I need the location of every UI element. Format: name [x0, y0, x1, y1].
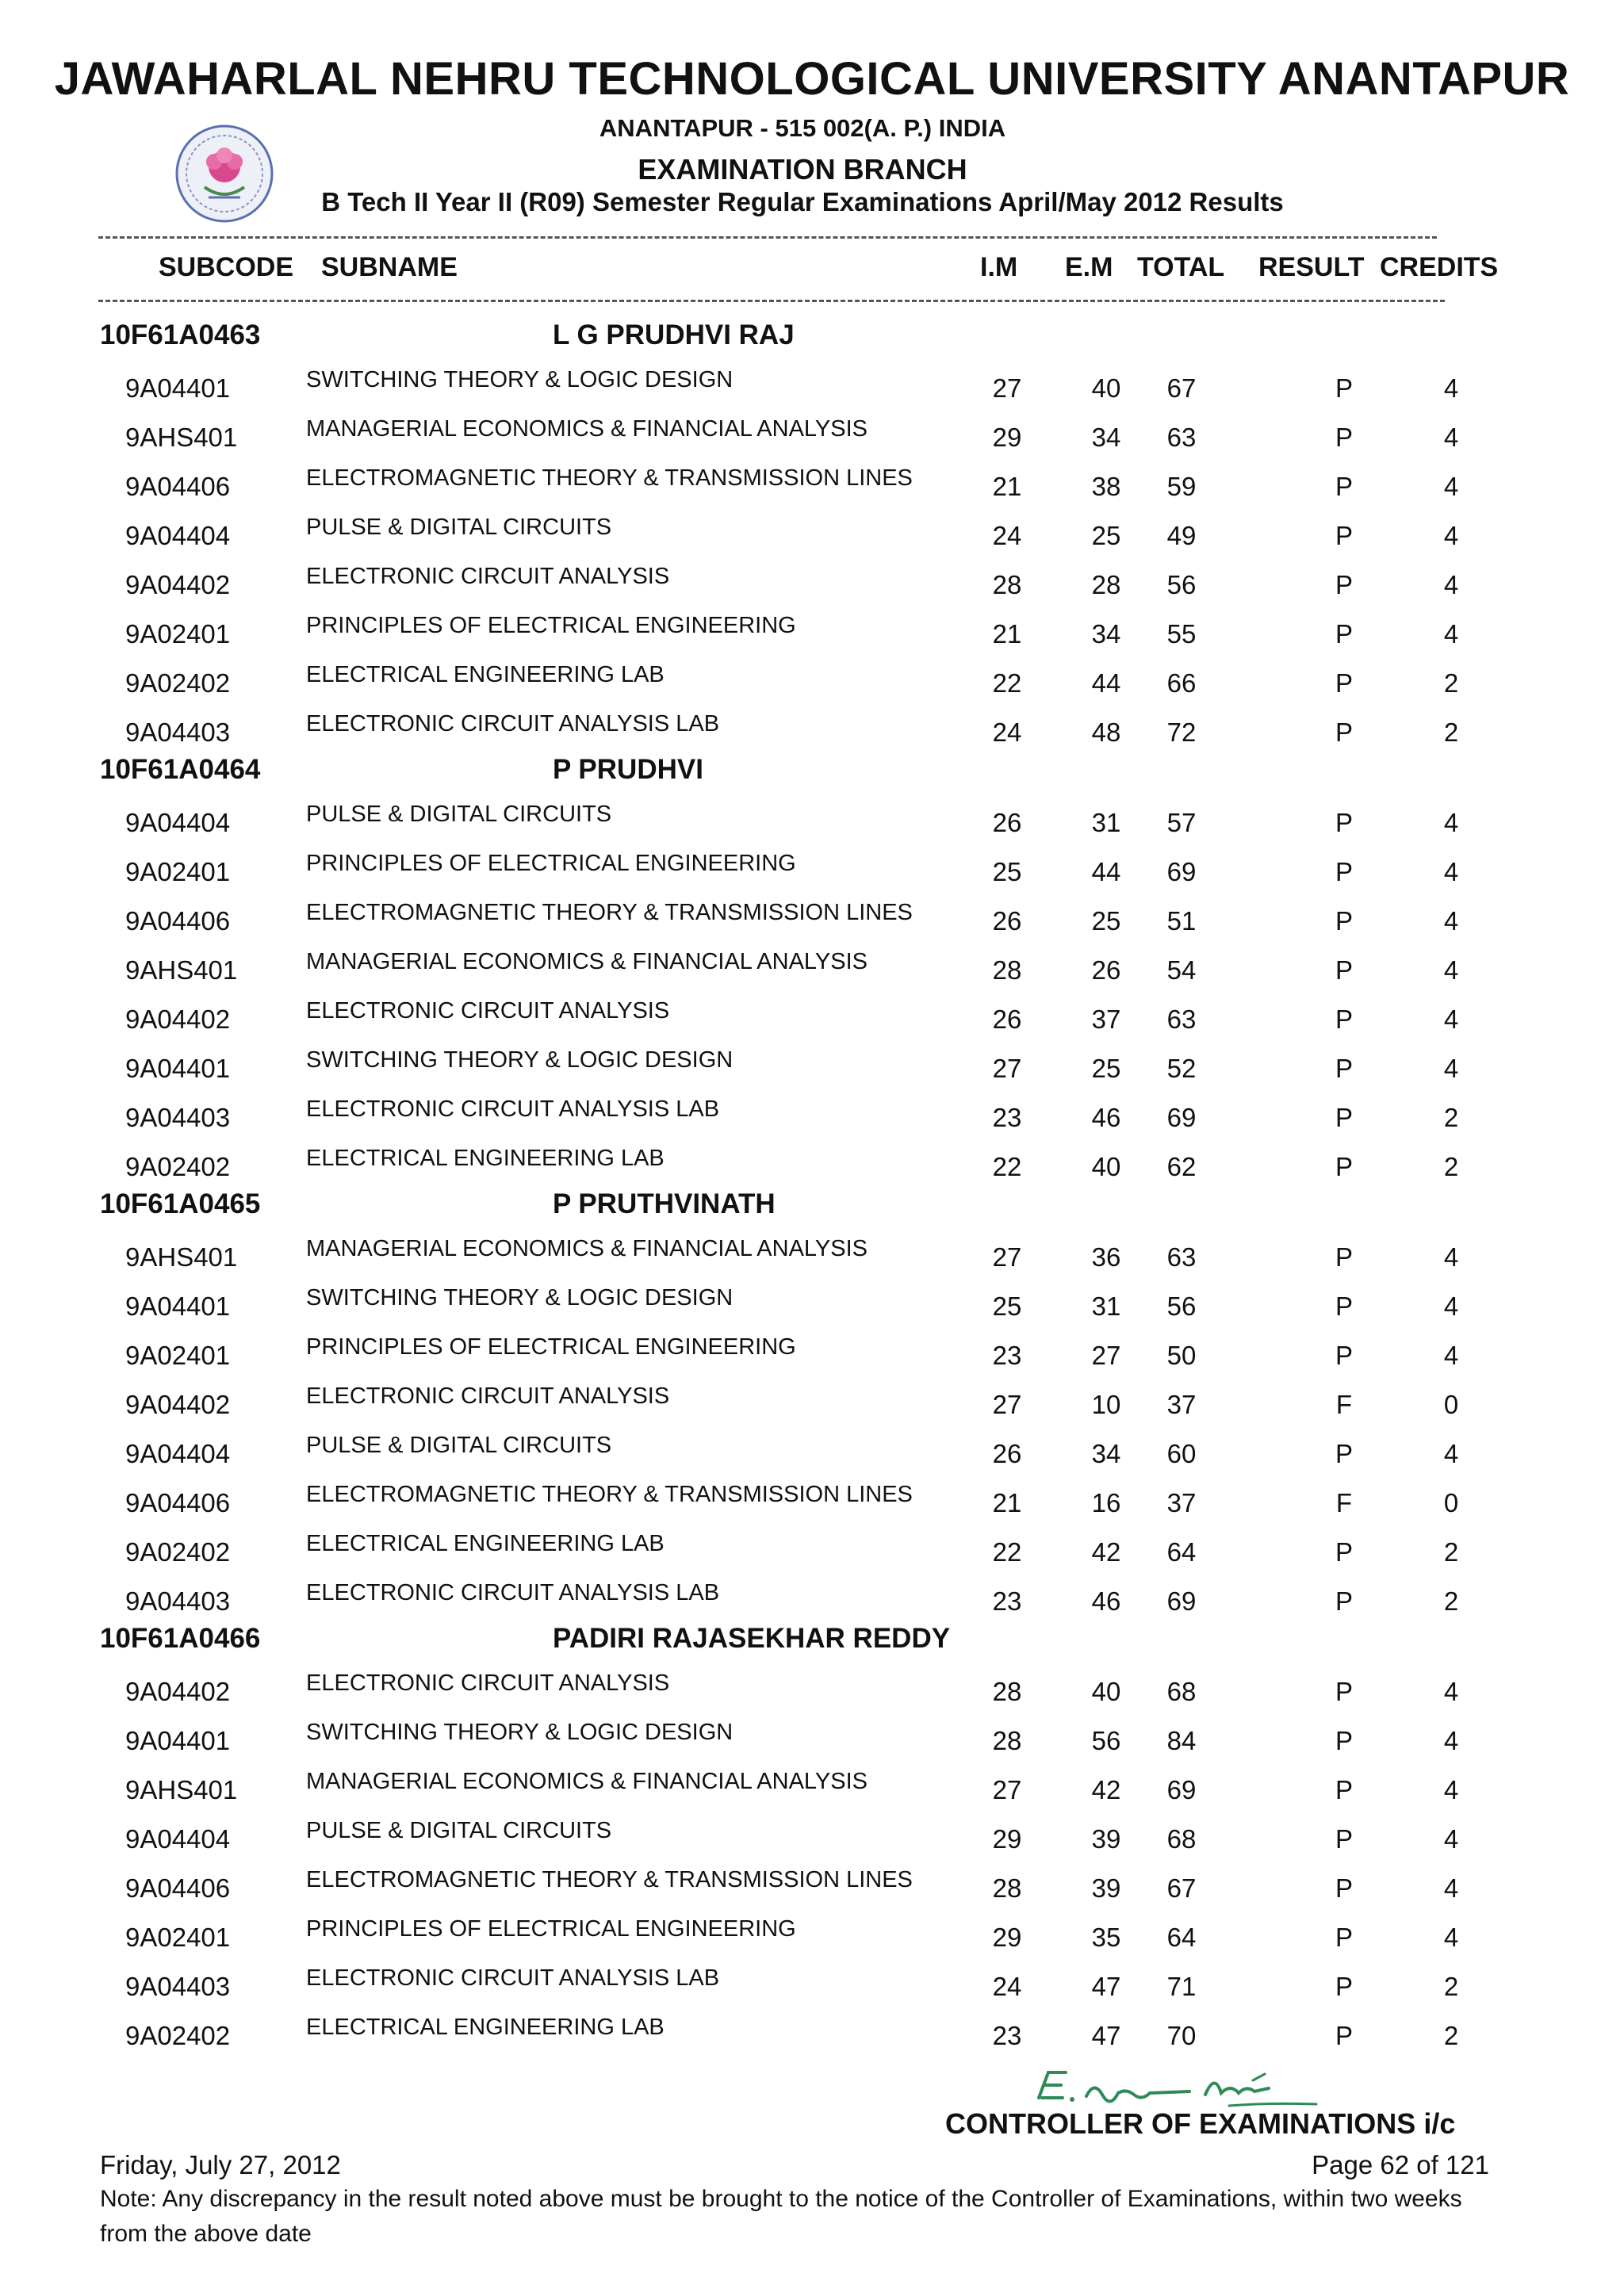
subject-name: PRINCIPLES OF ELECTRICAL ENGINEERING — [306, 1334, 796, 1360]
internal-marks: 29 — [992, 423, 1022, 452]
internal-marks: 26 — [992, 808, 1022, 837]
result-status: P — [1335, 1824, 1353, 1854]
result-status: P — [1335, 857, 1353, 886]
internal-marks: 22 — [992, 1537, 1022, 1567]
student-roll-number: 10F61A0463 — [100, 320, 261, 350]
external-marks: 46 — [1091, 1586, 1121, 1616]
external-marks: 34 — [1091, 423, 1121, 452]
external-marks: 36 — [1091, 1242, 1121, 1272]
external-marks: 34 — [1091, 1439, 1121, 1468]
subject-name: ELECTRONIC CIRCUIT ANALYSIS LAB — [306, 711, 720, 737]
subject-code: 9A04401 — [125, 373, 231, 403]
subject-code: 9A04403 — [125, 1972, 231, 2001]
total-marks: 54 — [1166, 955, 1197, 985]
subject-code: 9A04403 — [125, 718, 231, 747]
subject-code: 9A04406 — [125, 906, 231, 936]
header-top-divider — [98, 236, 1437, 239]
result-status: P — [1335, 906, 1353, 936]
credits: 2 — [1443, 2021, 1459, 2050]
total-marks: 60 — [1166, 1439, 1197, 1468]
total-marks: 72 — [1166, 718, 1197, 747]
subject-name: ELECTROMAGNETIC THEORY & TRANSMISSION LINES — [306, 465, 913, 491]
result-status: P — [1335, 1586, 1353, 1616]
internal-marks: 24 — [992, 718, 1022, 747]
external-marks: 44 — [1091, 668, 1121, 698]
internal-marks: 29 — [992, 1824, 1022, 1854]
credits: 4 — [1443, 1824, 1459, 1854]
result-status: P — [1335, 1341, 1353, 1370]
external-marks: 25 — [1091, 1054, 1121, 1083]
result-status: P — [1335, 1873, 1353, 1903]
credits: 4 — [1443, 1292, 1459, 1321]
subject-code: 9A02402 — [125, 1152, 231, 1181]
external-marks: 10 — [1091, 1390, 1121, 1419]
external-marks: 40 — [1091, 1152, 1121, 1181]
result-status: F — [1335, 1488, 1353, 1517]
credits: 4 — [1443, 955, 1459, 985]
subject-code: 9A02402 — [125, 668, 231, 698]
subject-code: 9A04402 — [125, 570, 231, 599]
total-marks: 68 — [1166, 1677, 1197, 1706]
credits: 4 — [1443, 570, 1459, 599]
subject-code: 9A04402 — [125, 1004, 231, 1034]
internal-marks: 26 — [992, 1439, 1022, 1468]
credits: 4 — [1443, 1873, 1459, 1903]
credits: 4 — [1443, 857, 1459, 886]
internal-marks: 25 — [992, 1292, 1022, 1321]
subject-code: 9A04402 — [125, 1390, 231, 1419]
total-marks: 63 — [1166, 423, 1197, 452]
credits: 4 — [1443, 1439, 1459, 1468]
result-status: P — [1335, 1537, 1353, 1567]
credits: 2 — [1443, 1152, 1459, 1181]
internal-marks: 28 — [992, 1873, 1022, 1903]
total-marks: 56 — [1166, 570, 1197, 599]
internal-marks: 23 — [992, 1341, 1022, 1370]
subject-code: 9A04406 — [125, 472, 231, 501]
result-status: P — [1335, 1292, 1353, 1321]
credits: 4 — [1443, 1004, 1459, 1034]
university-address: ANANTAPUR - 515 002(A. P.) INDIA — [599, 114, 1006, 142]
subject-name: MANAGERIAL ECONOMICS & FINANCIAL ANALYSIS — [306, 1769, 868, 1794]
internal-marks: 23 — [992, 1586, 1022, 1616]
external-marks: 39 — [1091, 1873, 1121, 1903]
subject-name: ELECTROMAGNETIC THEORY & TRANSMISSION LINES — [306, 1482, 913, 1507]
internal-marks: 21 — [992, 1488, 1022, 1517]
credits: 4 — [1443, 1677, 1459, 1706]
subject-name: ELECTROMAGNETIC THEORY & TRANSMISSION LINES — [306, 1867, 913, 1892]
subject-code: 9A04402 — [125, 1677, 231, 1706]
credits: 4 — [1443, 1775, 1459, 1804]
total-marks: 56 — [1166, 1292, 1197, 1321]
total-marks: 70 — [1166, 2021, 1197, 2050]
external-marks: 44 — [1091, 857, 1121, 886]
credits: 0 — [1443, 1390, 1459, 1419]
result-status: P — [1335, 1004, 1353, 1034]
subject-name: PRINCIPLES OF ELECTRICAL ENGINEERING — [306, 1916, 796, 1942]
internal-marks: 25 — [992, 857, 1022, 886]
subject-name: MANAGERIAL ECONOMICS & FINANCIAL ANALYSIS — [306, 949, 868, 974]
total-marks: 69 — [1166, 1103, 1197, 1132]
credits: 4 — [1443, 472, 1459, 501]
controller-title: CONTROLLER OF EXAMINATIONS i/c — [945, 2107, 1456, 2140]
total-marks: 55 — [1166, 619, 1197, 649]
external-marks: 40 — [1091, 373, 1121, 403]
column-header-credits: CREDITS — [1380, 252, 1499, 282]
subject-code: 9A02401 — [125, 1923, 231, 1952]
credits: 4 — [1443, 1242, 1459, 1272]
total-marks: 71 — [1166, 1972, 1197, 2001]
subject-name: PULSE & DIGITAL CIRCUITS — [306, 802, 612, 827]
result-status: P — [1335, 570, 1353, 599]
subject-code: 9A04404 — [125, 1439, 231, 1468]
total-marks: 67 — [1166, 373, 1197, 403]
result-status: P — [1335, 2021, 1353, 2050]
external-marks: 34 — [1091, 619, 1121, 649]
subject-name: ELECTRONIC CIRCUIT ANALYSIS LAB — [306, 1096, 720, 1122]
subject-code: 9A04401 — [125, 1292, 231, 1321]
external-marks: 25 — [1091, 906, 1121, 936]
subject-name: ELECTRONIC CIRCUIT ANALYSIS — [306, 998, 670, 1024]
external-marks: 31 — [1091, 808, 1121, 837]
credits: 2 — [1443, 668, 1459, 698]
subject-name: ELECTROMAGNETIC THEORY & TRANSMISSION LINES — [306, 900, 913, 925]
internal-marks: 21 — [992, 472, 1022, 501]
total-marks: 69 — [1166, 1586, 1197, 1616]
column-header-subname: SUBNAME — [321, 252, 458, 282]
discrepancy-note: Note: Any discrepancy in the result noted above must be brought to the notice of the Controller of Examinations, within two weeks from the above date — [100, 2186, 1462, 2247]
credits: 0 — [1443, 1488, 1459, 1517]
result-status: P — [1335, 1923, 1353, 1952]
internal-marks: 28 — [992, 1726, 1022, 1755]
internal-marks: 26 — [992, 906, 1022, 936]
subject-code: 9AHS401 — [125, 1775, 238, 1804]
credits: 2 — [1443, 1586, 1459, 1616]
subject-name: ELECTRICAL ENGINEERING LAB — [306, 1146, 665, 1171]
external-marks: 28 — [1091, 570, 1121, 599]
internal-marks: 27 — [992, 1242, 1022, 1272]
total-marks: 64 — [1166, 1923, 1197, 1952]
subject-name: PRINCIPLES OF ELECTRICAL ENGINEERING — [306, 851, 796, 876]
subject-name: PULSE & DIGITAL CIRCUITS — [306, 1818, 612, 1843]
result-status: P — [1335, 1054, 1353, 1083]
university-title: JAWAHARLAL NEHRU TECHNOLOGICAL UNIVERSITY ANANTAPUR — [54, 53, 1570, 105]
subject-code: 9A04406 — [125, 1488, 231, 1517]
subject-code: 9AHS401 — [125, 423, 238, 452]
subject-name: ELECTRONIC CIRCUIT ANALYSIS LAB — [306, 1965, 720, 1991]
student-name: L G PRUDHVI RAJ — [553, 320, 795, 350]
subject-code: 9A02401 — [125, 619, 231, 649]
subject-code: 9A04401 — [125, 1054, 231, 1083]
external-marks: 16 — [1091, 1488, 1121, 1517]
credits: 4 — [1443, 1923, 1459, 1952]
subject-name: ELECTRONIC CIRCUIT ANALYSIS LAB — [306, 1580, 720, 1605]
result-status: P — [1335, 955, 1353, 985]
external-marks: 47 — [1091, 1972, 1121, 2001]
result-date: Friday, July 27, 2012 — [100, 2150, 341, 2179]
internal-marks: 28 — [992, 570, 1022, 599]
internal-marks: 23 — [992, 2021, 1022, 2050]
internal-marks: 24 — [992, 521, 1022, 550]
student-roll-number: 10F61A0464 — [100, 754, 261, 785]
result-status: P — [1335, 1726, 1353, 1755]
external-marks: 27 — [1091, 1341, 1121, 1370]
external-marks: 35 — [1091, 1923, 1121, 1952]
subject-name: PULSE & DIGITAL CIRCUITS — [306, 1433, 612, 1458]
internal-marks: 27 — [992, 1390, 1022, 1419]
subject-code: 9A04403 — [125, 1103, 231, 1132]
column-header-im: I.M — [980, 252, 1018, 282]
internal-marks: 27 — [992, 1775, 1022, 1804]
header-bottom-divider — [98, 300, 1445, 302]
credits: 4 — [1443, 521, 1459, 550]
student-roll-number: 10F61A0466 — [100, 1623, 261, 1654]
subject-code: 9A02402 — [125, 1537, 231, 1567]
student-name: P PRUDHVI — [553, 754, 703, 785]
external-marks: 42 — [1091, 1775, 1121, 1804]
subject-code: 9AHS401 — [125, 1242, 238, 1272]
internal-marks: 21 — [992, 619, 1022, 649]
internal-marks: 27 — [992, 1054, 1022, 1083]
subject-name: SWITCHING THEORY & LOGIC DESIGN — [306, 1047, 733, 1073]
credits: 4 — [1443, 373, 1459, 403]
credits: 2 — [1443, 1537, 1459, 1567]
credits: 2 — [1443, 718, 1459, 747]
total-marks: 59 — [1166, 472, 1197, 501]
student-name: PADIRI RAJASEKHAR REDDY — [553, 1623, 951, 1654]
subject-code: 9A02402 — [125, 2021, 231, 2050]
total-marks: 37 — [1166, 1488, 1197, 1517]
total-marks: 51 — [1166, 906, 1197, 936]
result-status: P — [1335, 668, 1353, 698]
student-name: P PRUTHVINATH — [553, 1188, 776, 1219]
subject-code: 9A04401 — [125, 1726, 231, 1755]
subject-name: SWITCHING THEORY & LOGIC DESIGN — [306, 1720, 733, 1745]
total-marks: 63 — [1166, 1242, 1197, 1272]
total-marks: 62 — [1166, 1152, 1197, 1181]
total-marks: 49 — [1166, 521, 1197, 550]
subject-name: PULSE & DIGITAL CIRCUITS — [306, 515, 612, 540]
subject-code: 9A04404 — [125, 1824, 231, 1854]
external-marks: 25 — [1091, 521, 1121, 550]
external-marks: 26 — [1091, 955, 1121, 985]
external-marks: 56 — [1091, 1726, 1121, 1755]
page-number: Page 62 of 121 — [1312, 2150, 1489, 2179]
result-status: P — [1335, 1152, 1353, 1181]
external-marks: 47 — [1091, 2021, 1121, 2050]
total-marks: 63 — [1166, 1004, 1197, 1034]
internal-marks: 27 — [992, 373, 1022, 403]
result-status: P — [1335, 373, 1353, 403]
result-status: P — [1335, 619, 1353, 649]
result-status: P — [1335, 1103, 1353, 1132]
credits: 4 — [1443, 906, 1459, 936]
total-marks: 66 — [1166, 668, 1197, 698]
external-marks: 46 — [1091, 1103, 1121, 1132]
student-roll-number: 10F61A0465 — [100, 1188, 261, 1219]
column-header-result: RESULT — [1258, 252, 1365, 282]
column-header-subcode: SUBCODE — [159, 252, 294, 282]
exam-title: B Tech II Year II (R09) Semester Regular Examinations April/May 2012 Results — [321, 187, 1284, 216]
external-marks: 37 — [1091, 1004, 1121, 1034]
subject-name: ELECTRICAL ENGINEERING LAB — [306, 1531, 665, 1556]
external-marks: 40 — [1091, 1677, 1121, 1706]
internal-marks: 22 — [992, 668, 1022, 698]
result-status: P — [1335, 1677, 1353, 1706]
subject-name: ELECTRONIC CIRCUIT ANALYSIS — [306, 1383, 670, 1409]
subject-name: ELECTRONIC CIRCUIT ANALYSIS — [306, 564, 670, 589]
result-status: F — [1335, 1390, 1353, 1419]
subject-name: MANAGERIAL ECONOMICS & FINANCIAL ANALYSIS — [306, 1236, 868, 1261]
credits: 4 — [1443, 1341, 1459, 1370]
credits: 4 — [1443, 1726, 1459, 1755]
subject-name: SWITCHING THEORY & LOGIC DESIGN — [306, 1285, 733, 1311]
total-marks: 52 — [1166, 1054, 1197, 1083]
result-status: P — [1335, 423, 1353, 452]
credits: 4 — [1443, 1054, 1459, 1083]
subject-name: SWITCHING THEORY & LOGIC DESIGN — [306, 367, 733, 392]
credits: 2 — [1443, 1972, 1459, 2001]
subject-name: ELECTRONIC CIRCUIT ANALYSIS — [306, 1670, 670, 1696]
internal-marks: 28 — [992, 1677, 1022, 1706]
external-marks: 42 — [1091, 1537, 1121, 1567]
result-status: P — [1335, 808, 1353, 837]
result-status: P — [1335, 718, 1353, 747]
credits: 4 — [1443, 423, 1459, 452]
result-status: P — [1335, 472, 1353, 501]
subject-name: ELECTRICAL ENGINEERING LAB — [306, 2015, 665, 2040]
external-marks: 48 — [1091, 718, 1121, 747]
external-marks: 39 — [1091, 1824, 1121, 1854]
result-status: P — [1335, 1972, 1353, 2001]
internal-marks: 29 — [992, 1923, 1022, 1952]
subject-code: 9A02401 — [125, 857, 231, 886]
total-marks: 68 — [1166, 1824, 1197, 1854]
internal-marks: 28 — [992, 955, 1022, 985]
total-marks: 64 — [1166, 1537, 1197, 1567]
total-marks: 69 — [1166, 857, 1197, 886]
external-marks: 38 — [1091, 472, 1121, 501]
university-logo — [173, 122, 276, 225]
result-status: P — [1335, 521, 1353, 550]
credits: 4 — [1443, 619, 1459, 649]
internal-marks: 24 — [992, 1972, 1022, 2001]
subject-code: 9A04403 — [125, 1586, 231, 1616]
total-marks: 69 — [1166, 1775, 1197, 1804]
subject-name: MANAGERIAL ECONOMICS & FINANCIAL ANALYSIS — [306, 416, 868, 442]
subject-name: PRINCIPLES OF ELECTRICAL ENGINEERING — [306, 613, 796, 638]
subject-code: 9A04406 — [125, 1873, 231, 1903]
subject-code: 9A04404 — [125, 521, 231, 550]
internal-marks: 22 — [992, 1152, 1022, 1181]
subject-name: ELECTRICAL ENGINEERING LAB — [306, 662, 665, 687]
internal-marks: 26 — [992, 1004, 1022, 1034]
total-marks: 50 — [1166, 1341, 1197, 1370]
controller-signature — [1031, 2057, 1332, 2112]
examination-branch: EXAMINATION BRANCH — [638, 153, 967, 186]
internal-marks: 23 — [992, 1103, 1022, 1132]
total-marks: 84 — [1166, 1726, 1197, 1755]
subject-code: 9A04404 — [125, 808, 231, 837]
column-header-em: E.M — [1065, 252, 1113, 282]
result-status: P — [1335, 1775, 1353, 1804]
total-marks: 37 — [1166, 1390, 1197, 1419]
credits: 4 — [1443, 808, 1459, 837]
result-status: P — [1335, 1242, 1353, 1272]
total-marks: 67 — [1166, 1873, 1197, 1903]
external-marks: 31 — [1091, 1292, 1121, 1321]
column-header-total: TOTAL — [1137, 252, 1225, 282]
subject-code: 9AHS401 — [125, 955, 238, 985]
result-status: P — [1335, 1439, 1353, 1468]
subject-code: 9A02401 — [125, 1341, 231, 1370]
credits: 2 — [1443, 1103, 1459, 1132]
total-marks: 57 — [1166, 808, 1197, 837]
